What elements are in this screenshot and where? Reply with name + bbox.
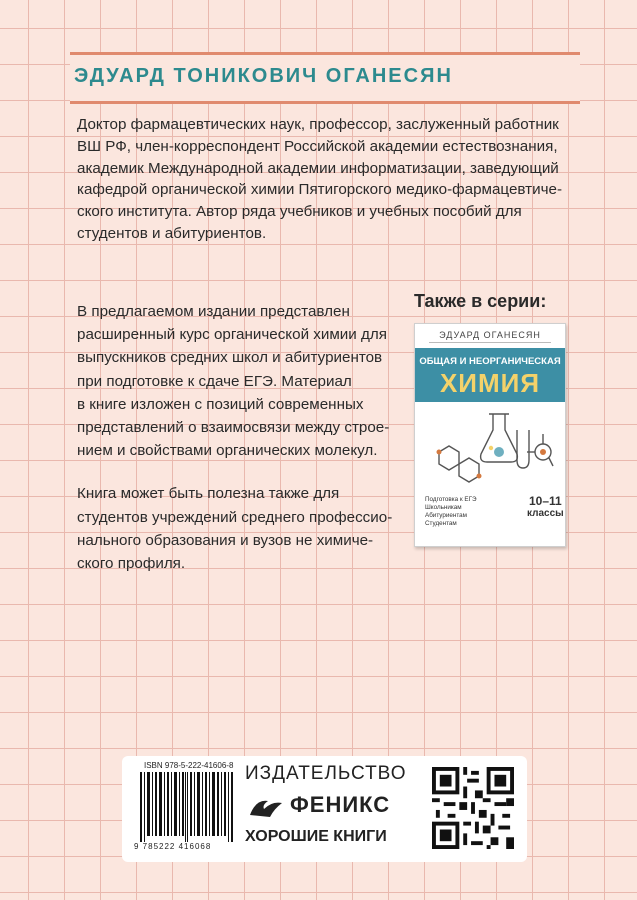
desc-line: ского профиля. [77,555,186,573]
barcode-number: 9 785222 416068 [134,842,212,851]
series-book-title: ХИМИЯ [439,368,541,398]
isbn-text: ISBN 978-5-222-41606-8 [144,761,234,770]
bio-line: ВШ РФ, член-корреспондент Российской академии естествознания, [77,137,558,155]
desc-line: Книга может быть полезна также для [77,485,340,503]
series-label: Также в серии: [414,291,547,311]
audience-item: Студентам [425,520,457,527]
audience-item: Абитуриентам [425,512,467,519]
bio-line: студентов и абитуриентов. [77,224,267,242]
bio-line: академик Международной академии информатизации, заведующий [77,159,559,177]
author-name: ЭДУАРД ТОНИКОВИЧ ОГАНЕСЯН [74,65,453,87]
publisher-name: ФЕНИКС [290,792,391,817]
author-bio [77,114,572,245]
description-paragraph-1 [77,300,397,462]
series-book-audience [425,496,477,528]
publisher-label: ИЗДАТЕЛЬСТВО [245,763,407,784]
desc-line: в книге изложен с позиций современных [77,395,364,413]
barcode-icon [140,772,234,842]
bio-line: кафедрой органической химии Пятигорского медико-фармацевтиче- [77,181,562,199]
desc-line: студентов учреждений среднего профессио- [77,508,393,526]
series-book-author: ЭДУАРД ОГАНЕСЯН [429,330,551,343]
audience-item: Подготовка к ЕГЭ [425,496,477,503]
desc-line: нального образования и вузов не химиче- [77,531,374,549]
series-book-grade [527,494,564,519]
desc-line: при подготовке к сдаче ЕГЭ. Материал [77,372,352,390]
publisher-slogan: ХОРОШИЕ КНИГИ [245,828,387,845]
grade-label: классы [527,508,564,519]
desc-line: выпускников средних школ и абитуриентов [77,349,383,367]
desc-line: В предлагаемом издании представлен [77,303,350,320]
description-paragraph-2 [77,482,397,575]
book-description [77,300,397,595]
desc-line: расширенный курс органической химии для [77,326,387,344]
desc-line: представлений о взаимосвязи между строе- [77,419,390,437]
series-book-cover [414,323,566,547]
audience-item: Школьникам [425,504,462,511]
phoenix-logo-icon [246,795,286,819]
grade-range: 10–11 [529,494,562,508]
qr-code-icon [432,767,514,849]
bio-line: ского института. Автор ряда учебников и учебных пособий для [77,203,522,221]
desc-line: нием и свойствами органических молекул. [77,442,378,460]
author-header [70,52,580,104]
bio-line: Доктор фармацевтических наук, профессор, заслуженный работник [77,116,559,133]
chemistry-illustration-icon [425,408,555,490]
series-book-subtitle: ОБЩАЯ И НЕОРГАНИЧЕСКАЯ [419,356,561,367]
